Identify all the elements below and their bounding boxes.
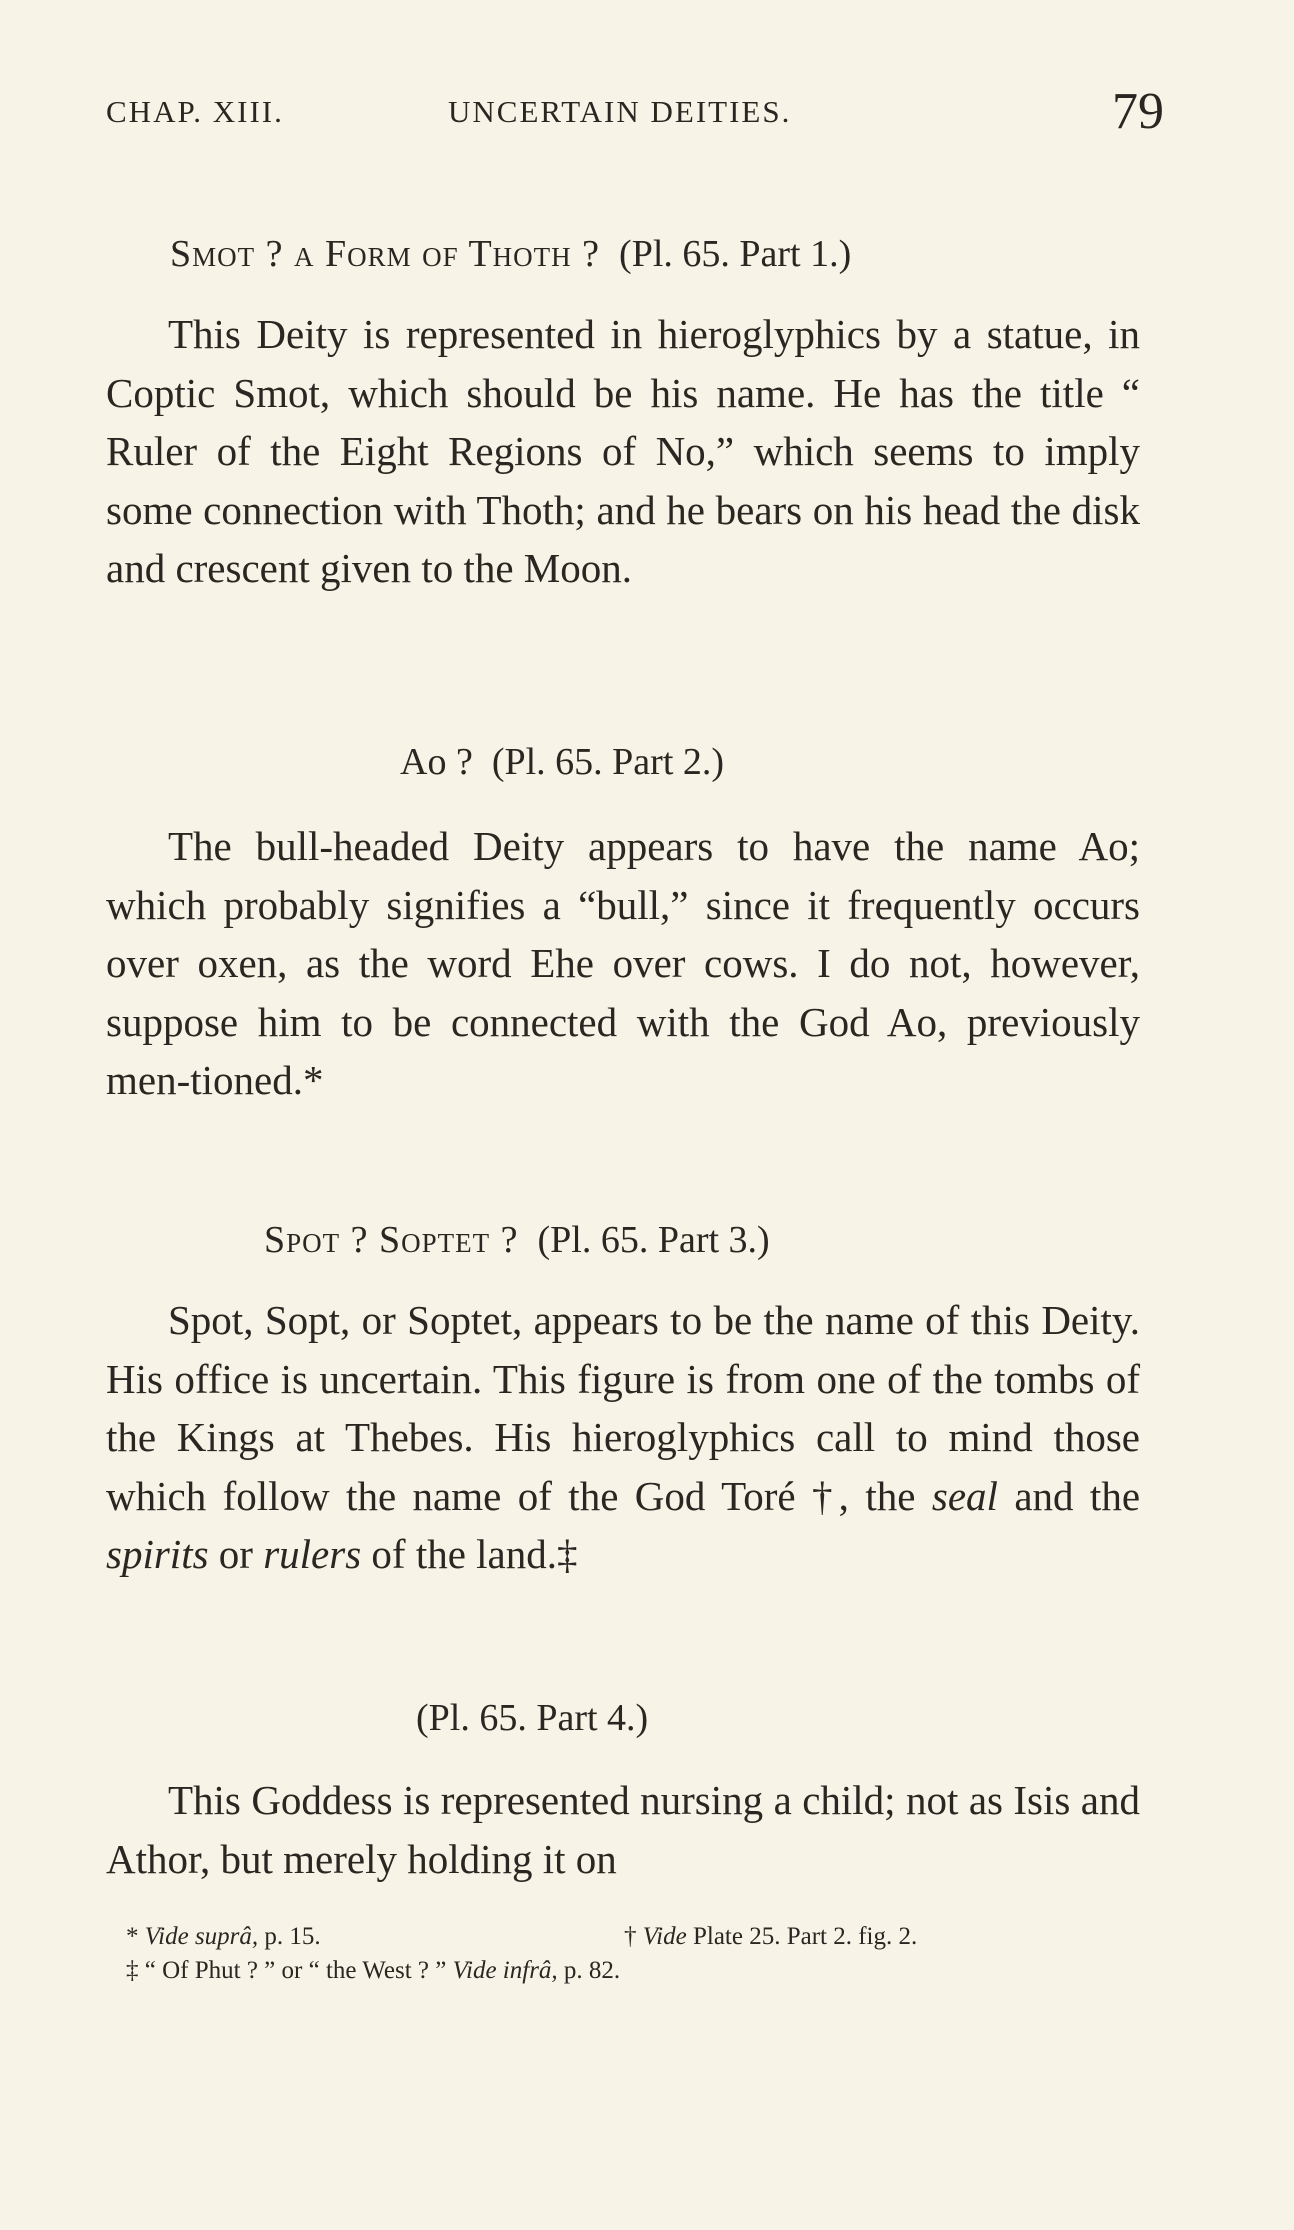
footnote-line-2 xyxy=(126,1954,1166,1988)
footnote-dagger xyxy=(624,1920,917,1954)
section-heading-ao xyxy=(400,740,724,784)
footnote-italic: Vide suprâ, xyxy=(144,1923,259,1950)
text-run: of the land.‡ xyxy=(371,1531,578,1577)
running-head xyxy=(106,82,1164,142)
footnote-mark: ‡ xyxy=(126,1957,139,1984)
footnote-text: Plate 25. Part 2. fig. 2. xyxy=(692,1923,918,1950)
heading-name: Spot ? Soptet ? xyxy=(264,1219,519,1261)
section-heading-smot xyxy=(170,232,851,276)
italic-term: spirits xyxy=(106,1531,209,1577)
paragraph-ao: The bull-headed Deity appears to have the name Ao; which probably signifies a “bull,” since it frequently occurs over oxen, as the word Ehe over cows. I do not, however, suppose him to be connected with the God Ao, previously men-tioned.* xyxy=(106,823,1140,1103)
page-number: 79 xyxy=(1112,83,1164,140)
running-title: UNCERTAIN DEITIES. xyxy=(448,94,792,129)
italic-term: rulers xyxy=(263,1531,362,1577)
section-heading-spot xyxy=(264,1218,770,1262)
paragraph-goddess: This Goddess is represented nursing a child; not as Isis and Athor, but merely holding it on xyxy=(106,1777,1140,1882)
text-run: Spot, Sopt, or Soptet, appears to be the name of this Deity. His office is uncertain. This figure is from one of the tombs of the Kings at Thebes. His hieroglyphics call to mind those which follow the name of the God Toré †, the xyxy=(106,1297,1140,1519)
footnote-text: p. 82. xyxy=(563,1957,621,1984)
footnote-star xyxy=(126,1923,321,1950)
heading-name: Smot ? a Form of Thoth ? xyxy=(170,233,601,275)
footnote-italic: Vide infrâ, xyxy=(452,1957,558,1984)
footnote-line-1 xyxy=(126,1920,1166,1954)
heading-plate-ref: (Pl. 65. Part 3.) xyxy=(537,1219,770,1261)
footnote-mark: * xyxy=(126,1923,139,1950)
italic-term: seal xyxy=(931,1472,998,1519)
heading-plate-ref: (Pl. 65. Part 2.) xyxy=(491,741,725,783)
footnote-italic: Vide xyxy=(642,1923,687,1950)
heading-plate-ref: (Pl. 65. Part 4.) xyxy=(416,1697,649,1739)
footnote-text: p. 15. xyxy=(264,1923,321,1950)
chapter-label: CHAP. XIII. xyxy=(106,94,284,129)
heading-name: Ao ? xyxy=(400,741,473,783)
footnote-text: “ Of Phut ? ” or “ the West ? ” xyxy=(144,1957,447,1984)
text-run: and the xyxy=(1014,1472,1141,1519)
text-run: or xyxy=(218,1531,253,1577)
paragraph-spot xyxy=(106,1291,1140,1584)
heading-plate-ref: (Pl. 65. Part 1.) xyxy=(619,233,852,275)
footnote-mark: † xyxy=(624,1923,637,1950)
paragraph-smot: This Deity is represented in hieroglyphics by a statue, in Coptic Smot, which should be his name. He has the title “ Ruler of the Eight Regions of No,” which seems to imply some connection with Thoth; and he bears on his head the disk and crescent given to the Moon. xyxy=(106,311,1140,591)
footnotes xyxy=(126,1920,1166,1988)
section-heading-part4 xyxy=(416,1696,648,1740)
